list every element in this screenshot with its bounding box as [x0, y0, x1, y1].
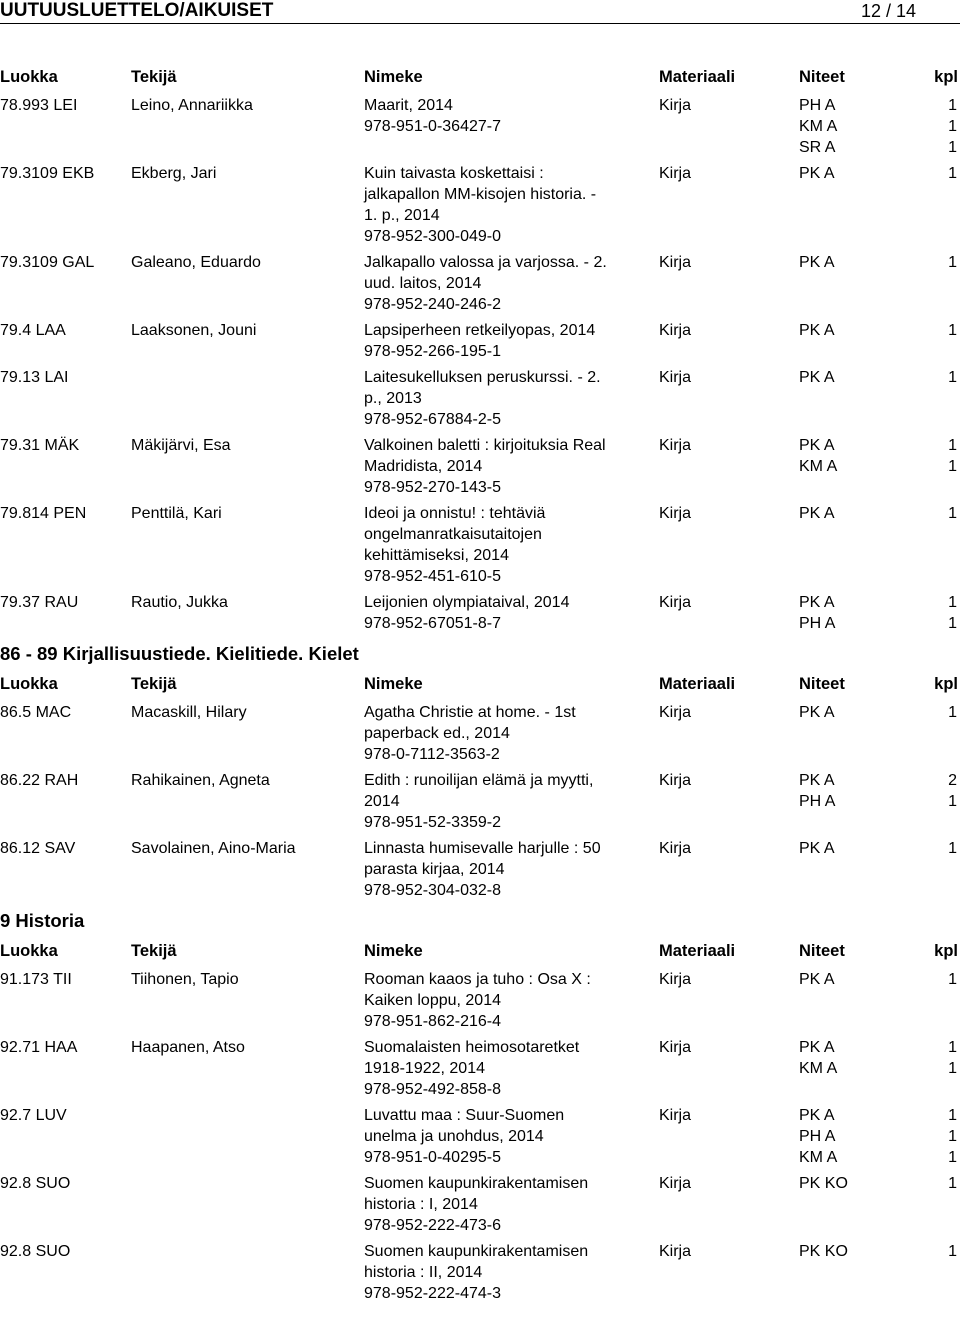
- copies-count: [932, 592, 957, 634]
- count-value: 1: [948, 1175, 957, 1192]
- column-header-tekija: Tekijä: [131, 68, 177, 86]
- count-value: 1: [948, 458, 957, 475]
- title-line: 978-0-7112-3563-2: [364, 746, 500, 763]
- title-line: 1. p., 2014: [364, 207, 440, 224]
- title-line: Maarit, 2014: [364, 97, 453, 114]
- class-code: 86.12 SAV: [0, 840, 76, 857]
- author: Rahikainen, Agneta: [131, 772, 270, 789]
- title-line: paperback ed., 2014: [364, 725, 510, 742]
- column-header-materiaali: Materiaali: [659, 68, 736, 86]
- location-code: PK A: [799, 369, 835, 386]
- catalog-row: [0, 367, 960, 435]
- class-code: 79.4 LAA: [0, 322, 66, 339]
- title-line: p., 2013: [364, 390, 422, 407]
- author: Haapanen, Atso: [131, 1039, 245, 1056]
- title-line: 978-952-304-032-8: [364, 882, 501, 899]
- material: Kirja: [659, 97, 692, 114]
- catalog-row: [0, 503, 960, 592]
- copies-location: [799, 95, 929, 158]
- catalog-row: [0, 320, 960, 367]
- copies-location: [799, 252, 929, 273]
- title: [364, 969, 654, 1032]
- count-value: 1: [948, 594, 957, 611]
- class-code: 78.993 LEI: [0, 97, 78, 114]
- title-line: ongelmanratkaisutaitojen: [364, 526, 542, 543]
- title-line: Rooman kaaos ja tuho : Osa X :: [364, 971, 591, 988]
- class-code: 79.3109 GAL: [0, 254, 95, 271]
- copies-location: [799, 1037, 929, 1079]
- location-code: PH A: [799, 97, 836, 114]
- copies-count: [932, 969, 957, 990]
- location-code: PH A: [799, 1128, 836, 1145]
- title-line: Agatha Christie at home. - 1st: [364, 704, 576, 721]
- title: [364, 367, 654, 430]
- material: Kirja: [659, 840, 692, 857]
- location-code: PK A: [799, 971, 835, 988]
- location-code: PK A: [799, 1039, 835, 1056]
- column-header-nimeke: Nimeke: [364, 942, 423, 960]
- column-header-kpl: kpl: [934, 942, 958, 960]
- copies-count: [932, 702, 957, 723]
- count-value: 1: [948, 1128, 957, 1145]
- count-value: 1: [948, 118, 957, 135]
- copies-count: [932, 1241, 957, 1262]
- class-code: 79.37 RAU: [0, 594, 79, 611]
- material: Kirja: [659, 505, 692, 522]
- location-code: PH A: [799, 793, 836, 810]
- author: Rautio, Jukka: [131, 594, 228, 611]
- copies-location: [799, 503, 929, 524]
- catalog-row: [0, 435, 960, 503]
- count-value: 1: [948, 97, 957, 114]
- location-code: PK KO: [799, 1175, 848, 1192]
- catalog-row: [0, 95, 960, 163]
- material: Kirja: [659, 704, 692, 721]
- material: Kirja: [659, 1039, 692, 1056]
- author: Leino, Annariikka: [131, 97, 253, 114]
- title: [364, 1105, 654, 1168]
- class-code: 92.7 LUV: [0, 1107, 67, 1124]
- location-code: PK A: [799, 505, 835, 522]
- material: Kirja: [659, 165, 692, 182]
- title-line: jalkapallon MM-kisojen historia. -: [364, 186, 597, 203]
- title-line: 978-951-0-36427-7: [364, 118, 501, 135]
- title: [364, 163, 654, 247]
- author: Galeano, Eduardo: [131, 254, 261, 271]
- title: [364, 1173, 654, 1236]
- column-header-nimeke: Nimeke: [364, 675, 423, 693]
- copies-location: [799, 1105, 929, 1168]
- catalog-row: [0, 163, 960, 252]
- title-line: unelma ja unohdus, 2014: [364, 1128, 544, 1145]
- material: Kirja: [659, 1107, 692, 1124]
- title-line: 978-952-266-195-1: [364, 343, 501, 360]
- copies-location: [799, 969, 929, 990]
- catalog-row: [0, 592, 960, 639]
- material: Kirja: [659, 369, 692, 386]
- copies-count: [932, 163, 957, 184]
- location-code: PK A: [799, 840, 835, 857]
- author: Savolainen, Aino-Maria: [131, 840, 296, 857]
- catalog-row: [0, 252, 960, 320]
- title-line: Edith : runoilijan elämä ja myytti,: [364, 772, 594, 789]
- location-code: PK A: [799, 437, 835, 454]
- class-code: 79.31 MÄK: [0, 437, 80, 454]
- column-header-luokka: Luokka: [0, 675, 58, 693]
- copies-location: [799, 435, 929, 477]
- copies-location: [799, 367, 929, 388]
- title-line: Lapsiperheen retkeilyopas, 2014: [364, 322, 596, 339]
- title-line: Kaiken loppu, 2014: [364, 992, 501, 1009]
- title-line: 1918-1922, 2014: [364, 1060, 485, 1077]
- count-value: 1: [948, 1107, 957, 1124]
- title-line: Valkoinen baletti : kirjoituksia Real: [364, 437, 606, 454]
- count-value: 1: [948, 437, 957, 454]
- catalog-row: [0, 838, 960, 906]
- title-line: Suomalaisten heimosotaretket: [364, 1039, 580, 1056]
- class-code: 92.71 HAA: [0, 1039, 78, 1056]
- count-value: 1: [948, 840, 957, 857]
- column-header-niteet: Niteet: [799, 68, 845, 86]
- class-code: 86.22 RAH: [0, 772, 79, 789]
- class-code: 79.3109 EKB: [0, 165, 95, 182]
- header-rule: [0, 23, 960, 24]
- title-line: Luvattu maa : Suur-Suomen: [364, 1107, 565, 1124]
- title: [364, 592, 654, 634]
- count-value: 1: [948, 615, 957, 632]
- class-code: 91.173 TII: [0, 971, 72, 988]
- author: Macaskill, Hilary: [131, 704, 247, 721]
- title-line: 978-952-67884-2-5: [364, 411, 501, 428]
- copies-location: [799, 592, 929, 634]
- title-line: 978-952-222-474-3: [364, 1285, 501, 1302]
- column-header-luokka: Luokka: [0, 68, 58, 86]
- title-line: parasta kirjaa, 2014: [364, 861, 505, 878]
- title-line: Linnasta humisevalle harjulle : 50: [364, 840, 601, 857]
- count-value: 1: [948, 1039, 957, 1056]
- catalog-row: [0, 1241, 960, 1309]
- class-code: 79.13 LAI: [0, 369, 69, 386]
- copies-count: [932, 1105, 957, 1168]
- copies-location: [799, 838, 929, 859]
- title-line: kehittämiseksi, 2014: [364, 547, 509, 564]
- column-header-niteet: Niteet: [799, 675, 845, 693]
- column-header-kpl: kpl: [934, 68, 958, 86]
- column-header-row: [0, 673, 960, 697]
- copies-count: [932, 770, 957, 812]
- count-value: 2: [948, 772, 957, 789]
- title-line: 978-951-52-3359-2: [364, 814, 501, 831]
- location-code: PK A: [799, 704, 835, 721]
- copies-count: [932, 435, 957, 477]
- copies-count: [932, 838, 957, 859]
- count-value: 1: [948, 139, 957, 156]
- copies-location: [799, 163, 929, 184]
- title-line: Jalkapallo valossa ja varjossa. - 2.: [364, 254, 607, 271]
- catalog-row: [0, 702, 960, 770]
- copies-count: [932, 252, 957, 273]
- location-code: KM A: [799, 458, 838, 475]
- column-header-luokka: Luokka: [0, 942, 58, 960]
- count-value: 1: [948, 704, 957, 721]
- count-value: 1: [948, 793, 957, 810]
- material: Kirja: [659, 1243, 692, 1260]
- copies-count: [932, 1037, 957, 1079]
- class-code: 92.8 SUO: [0, 1175, 71, 1192]
- catalog-row: [0, 770, 960, 838]
- location-code: PK A: [799, 1107, 835, 1124]
- catalog-content: [0, 66, 960, 1309]
- column-header-niteet: Niteet: [799, 942, 845, 960]
- title-line: Kuin taivasta koskettaisi :: [364, 165, 544, 182]
- title-line: Madridista, 2014: [364, 458, 483, 475]
- material: Kirja: [659, 1175, 692, 1192]
- count-value: 1: [948, 165, 957, 182]
- location-code: SR A: [799, 139, 836, 156]
- class-code: 86.5 MAC: [0, 704, 72, 721]
- material: Kirja: [659, 772, 692, 789]
- copies-count: [932, 1173, 957, 1194]
- column-header-tekija: Tekijä: [131, 942, 177, 960]
- title-line: 978-952-222-473-6: [364, 1217, 501, 1234]
- title: [364, 503, 654, 587]
- count-value: 1: [948, 505, 957, 522]
- copies-count: [932, 320, 957, 341]
- class-code: 92.8 SUO: [0, 1243, 71, 1260]
- location-code: PH A: [799, 615, 836, 632]
- catalog-row: [0, 1037, 960, 1105]
- title: [364, 702, 654, 765]
- title-line: Suomen kaupunkirakentamisen: [364, 1243, 589, 1260]
- title-line: Leijonien olympiataival, 2014: [364, 594, 570, 611]
- title: [364, 252, 654, 315]
- title: [364, 1241, 654, 1304]
- title: [364, 770, 654, 833]
- catalog-row: [0, 1105, 960, 1173]
- title-line: uud. laitos, 2014: [364, 275, 482, 292]
- location-code: PK KO: [799, 1243, 848, 1260]
- title-line: Ideoi ja onnistu! : tehtäviä: [364, 505, 546, 522]
- count-value: 1: [948, 369, 957, 386]
- catalog-row: [0, 969, 960, 1037]
- title: [364, 95, 654, 137]
- title-line: 978-951-0-40295-5: [364, 1149, 501, 1166]
- copies-location: [799, 770, 929, 812]
- title-line: 978-952-492-858-8: [364, 1081, 501, 1098]
- location-code: KM A: [799, 118, 838, 135]
- column-header-materiaali: Materiaali: [659, 942, 736, 960]
- count-value: 1: [948, 254, 957, 271]
- count-value: 1: [948, 1243, 957, 1260]
- title: [364, 320, 654, 362]
- count-value: 1: [948, 971, 957, 988]
- title: [364, 838, 654, 901]
- copies-location: [799, 702, 929, 723]
- author: Laaksonen, Jouni: [131, 322, 257, 339]
- author: Penttilä, Kari: [131, 505, 222, 522]
- location-code: PK A: [799, 322, 835, 339]
- material: Kirja: [659, 971, 692, 988]
- location-code: KM A: [799, 1060, 838, 1077]
- title-line: 978-952-240-246-2: [364, 296, 501, 313]
- page-header: [0, 0, 960, 24]
- title-line: Suomen kaupunkirakentamisen: [364, 1175, 589, 1192]
- column-header-row: [0, 66, 960, 90]
- column-header-materiaali: Materiaali: [659, 675, 736, 693]
- column-header-tekija: Tekijä: [131, 675, 177, 693]
- title-line: 978-952-451-610-5: [364, 568, 501, 585]
- section-title: 86 - 89 Kirjallisuustiede. Kielitiede. Kielet: [0, 643, 359, 664]
- count-value: 1: [948, 322, 957, 339]
- title-line: historia : II, 2014: [364, 1264, 483, 1281]
- material: Kirja: [659, 254, 692, 271]
- count-value: 1: [948, 1149, 957, 1166]
- material: Kirja: [659, 437, 692, 454]
- copies-count: [932, 367, 957, 388]
- title-line: 2014: [364, 793, 400, 810]
- location-code: PK A: [799, 165, 835, 182]
- copies-count: [932, 503, 957, 524]
- author: Ekberg, Jari: [131, 165, 217, 182]
- author: Tiihonen, Tapio: [131, 971, 239, 988]
- copies-location: [799, 1173, 929, 1194]
- count-value: 1: [948, 1060, 957, 1077]
- column-header-nimeke: Nimeke: [364, 68, 423, 86]
- title: [364, 1037, 654, 1100]
- title-line: 978-952-300-049-0: [364, 228, 501, 245]
- location-code: PK A: [799, 772, 835, 789]
- document-title: UUTUUSLUETTELO/AIKUISET: [0, 0, 274, 21]
- copies-location: [799, 1241, 929, 1262]
- material: Kirja: [659, 322, 692, 339]
- author: Mäkijärvi, Esa: [131, 437, 231, 454]
- title-line: Laitesukelluksen peruskurssi. - 2.: [364, 369, 601, 386]
- copies-count: [932, 95, 957, 158]
- catalog-row: [0, 1173, 960, 1241]
- title: [364, 435, 654, 498]
- title-line: 978-952-270-143-5: [364, 479, 501, 496]
- title-line: historia : I, 2014: [364, 1196, 478, 1213]
- column-header-row: [0, 940, 960, 964]
- title-line: 978-952-67051-8-7: [364, 615, 501, 632]
- location-code: PK A: [799, 254, 835, 271]
- title-line: 978-951-862-216-4: [364, 1013, 501, 1030]
- location-code: PK A: [799, 594, 835, 611]
- section-title: 9 Historia: [0, 910, 85, 931]
- location-code: KM A: [799, 1149, 838, 1166]
- copies-location: [799, 320, 929, 341]
- column-header-kpl: kpl: [934, 675, 958, 693]
- class-code: 79.814 PEN: [0, 505, 87, 522]
- material: Kirja: [659, 594, 692, 611]
- page-number: 12 / 14: [860, 1, 916, 21]
